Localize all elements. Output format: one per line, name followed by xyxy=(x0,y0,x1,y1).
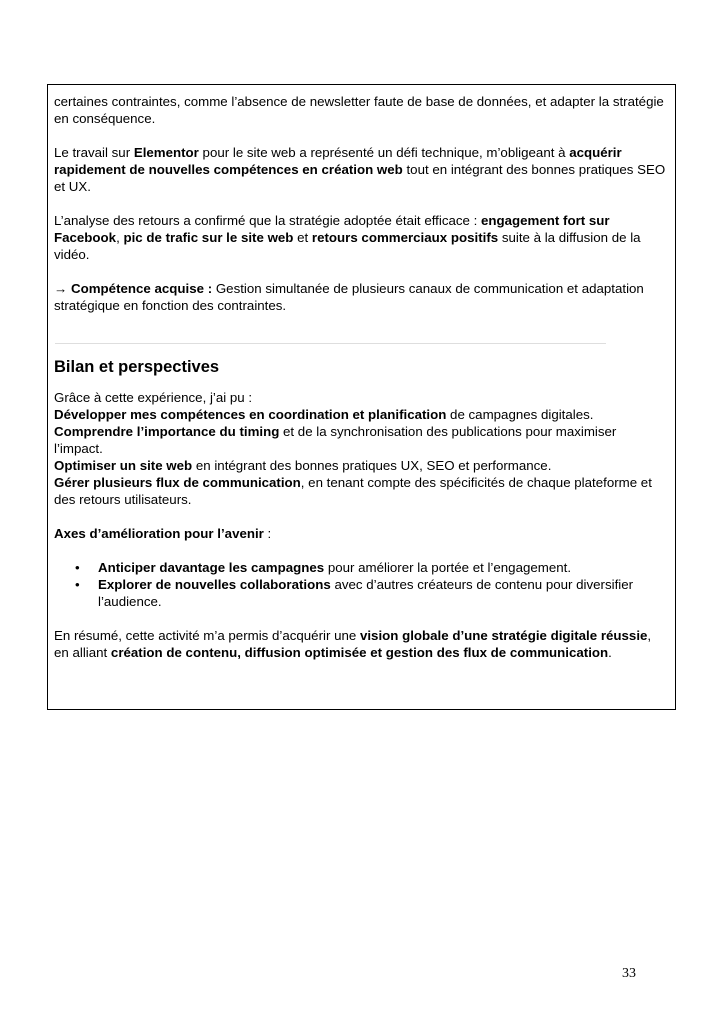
page-number: 33 xyxy=(622,966,636,981)
bullet-icon: • xyxy=(75,560,80,575)
achievement-item: Optimiser un site web en intégrant des bonnes pratiques UX, SEO et performance. xyxy=(54,458,552,473)
section-divider xyxy=(55,343,606,344)
paragraph-elementor: Le travail sur Elementor pour le site web a représenté un défi technique, m’obligeant à acquérir rapidement de nouvelles compétences en création web tout en intégrant des bonnes pratiques SEO et UX. xyxy=(54,145,666,194)
list-item-text: Explorer de nouvelles collaborations avec d’autres créateurs de contenu pour diversifier l’audience. xyxy=(98,577,634,609)
paragraph-skill-acquired: → Compétence acquise : Gestion simultanée de plusieurs canaux de communication et adaptation stratégique en fonction des contraintes. xyxy=(54,281,644,313)
summary-paragraph: En résumé, cette activité m’a permis d’acquérir une vision globale d’une stratégie digitale réussie, en alliant création de contenu, diffusion optimisée et gestion des flux de communication. xyxy=(54,628,652,660)
improvements-heading: Axes d’amélioration pour l’avenir : xyxy=(54,526,272,541)
content-frame xyxy=(47,84,676,710)
improvements-list xyxy=(54,559,668,610)
paragraph-constraints: certaines contraintes, comme l’absence de newsletter faute de base de données, et adapter la stratégie en conséquence. xyxy=(54,94,664,126)
activity-analysis xyxy=(54,93,668,314)
section-title: Bilan et perspectives xyxy=(54,358,220,376)
achievement-item: Comprendre l’importance du timing et de la synchronisation des publications pour maximiser l’impact. xyxy=(54,424,617,456)
paragraph-results: L’analyse des retours a confirmé que la stratégie adoptée était efficace : engagement fort sur Facebook, pic de trafic sur le site web et retours commerciaux positifs suite à la diffusion de la vidéo. xyxy=(54,213,641,262)
intro-text: Grâce à cette expérience, j’ai pu : xyxy=(54,390,253,405)
list-item xyxy=(54,559,668,576)
bilan-body xyxy=(54,389,668,661)
achievement-item: Développer mes compétences en coordination et planification de campagnes digitales. xyxy=(54,407,594,422)
list-item-text: Anticiper davantage les campagnes pour améliorer la portée et l’engagement. xyxy=(98,560,572,575)
achievement-item: Gérer plusieurs flux de communication, en tenant compte des spécificités de chaque plateforme et des retours utilisateurs. xyxy=(54,475,652,507)
list-item xyxy=(54,576,668,610)
bullet-icon: • xyxy=(75,577,80,592)
